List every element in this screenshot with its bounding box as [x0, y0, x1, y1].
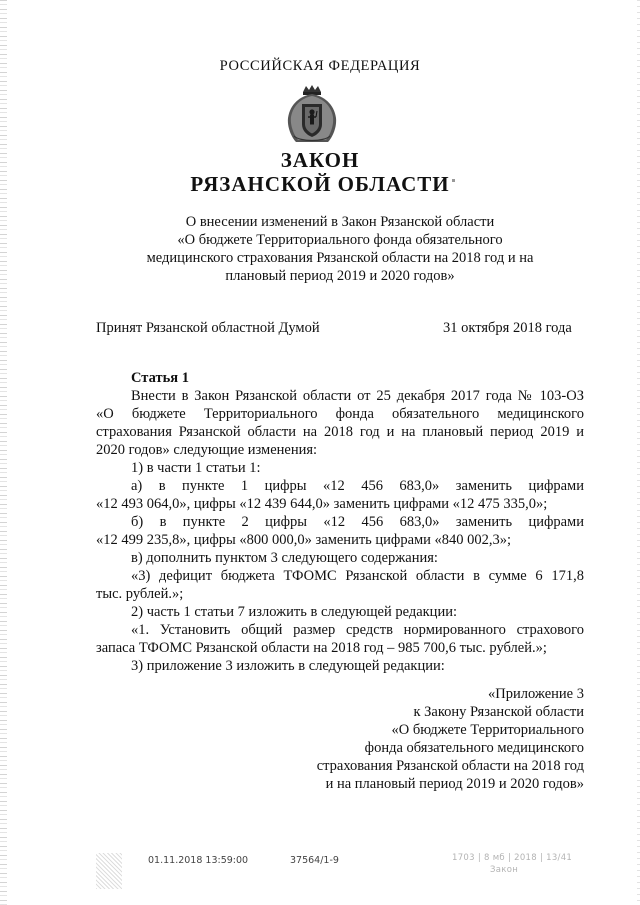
article-line: страхования Рязанской области на 2018 год и на плановый период 2019 и — [96, 424, 584, 440]
ryazan-coat-of-arms-icon — [284, 84, 340, 144]
article-line: запаса ТФОМС Рязанской области на 2018 год – 985 700,6 тыс. рублей.»; — [96, 640, 547, 656]
subject-line-4: плановый период 2019 и 2020 годов» — [225, 268, 455, 284]
appendix-line: страхования Рязанской области на 2018 год — [316, 758, 584, 774]
law-title-line-2: РЯЗАНСКОЙ ОБЛАСТИ — [190, 172, 450, 196]
appendix-line: «Приложение 3 — [488, 686, 584, 702]
subject-line-1: О внесении изменений в Закон Рязанской области — [185, 214, 495, 230]
article-line: «3) дефицит бюджета ТФОМС Рязанской области в сумме 6 171,8 — [131, 568, 584, 584]
scan-speck — [452, 179, 455, 182]
article-line: а) в пункте 1 цифры «12 456 683,0» заменить цифрами — [131, 478, 584, 494]
adopted-by: Принят Рязанской областной Думой — [96, 320, 320, 336]
article-line: 1) в части 1 статьи 1: — [131, 460, 261, 476]
barcode-stamp — [96, 853, 122, 889]
article-line: Внести в Закон Рязанской области от 25 декабря 2017 года № 103-ОЗ — [131, 388, 584, 404]
article-line: «О бюджете Территориального фонда обязательного медицинского — [96, 406, 584, 422]
article-line: 2020 годов» следующие изменения: — [96, 442, 318, 458]
article-line: тыс. рублей.»; — [96, 586, 184, 602]
appendix-line: «О бюджете Территориального — [391, 722, 584, 738]
registration-stamp-line-1: 1703 | 8 мб | 2018 | 13/41 — [452, 853, 573, 863]
article-line: «12 499 235,8», цифры «800 000,0» заменить цифрами «840 002,3»; — [96, 532, 512, 548]
scan-left-edge — [0, 0, 7, 905]
footer-doc-number: 37564/1-9 — [290, 855, 339, 866]
article-line: 3) приложение 3 изложить в следующей редакции: — [131, 658, 445, 674]
law-title-line-1: ЗАКОН — [280, 148, 360, 172]
appendix-line: к Закону Рязанской области — [413, 704, 584, 720]
article-heading: Статья 1 — [131, 370, 189, 386]
article-line: «12 493 064,0», цифры «12 439 644,0» заменить цифрами «12 475 335,0»; — [96, 496, 548, 512]
article-line: в) дополнить пунктом 3 следующего содержания: — [131, 550, 438, 566]
article-line: б) в пункте 2 цифры «12 456 683,0» заменить цифрами — [131, 514, 584, 530]
article-line: «1. Установить общий размер средств нормированного страхового — [131, 622, 584, 638]
appendix-line: фонда обязательного медицинского — [364, 740, 584, 756]
adoption-date: 31 октября 2018 года — [443, 320, 572, 336]
country-heading: РОССИЙСКАЯ ФЕДЕРАЦИЯ — [219, 58, 421, 74]
appendix-line: и на плановый период 2019 и 2020 годов» — [325, 776, 584, 792]
subject-line-3: медицинского страхования Рязанской области на 2018 год и на — [146, 250, 534, 266]
article-line: 2) часть 1 статьи 7 изложить в следующей редакции: — [131, 604, 457, 620]
registration-stamp-line-2: Закон — [490, 865, 519, 875]
footer-timestamp: 01.11.2018 13:59:00 — [148, 855, 249, 866]
subject-line-2: «О бюджете Территориального фонда обязательного — [177, 232, 503, 248]
